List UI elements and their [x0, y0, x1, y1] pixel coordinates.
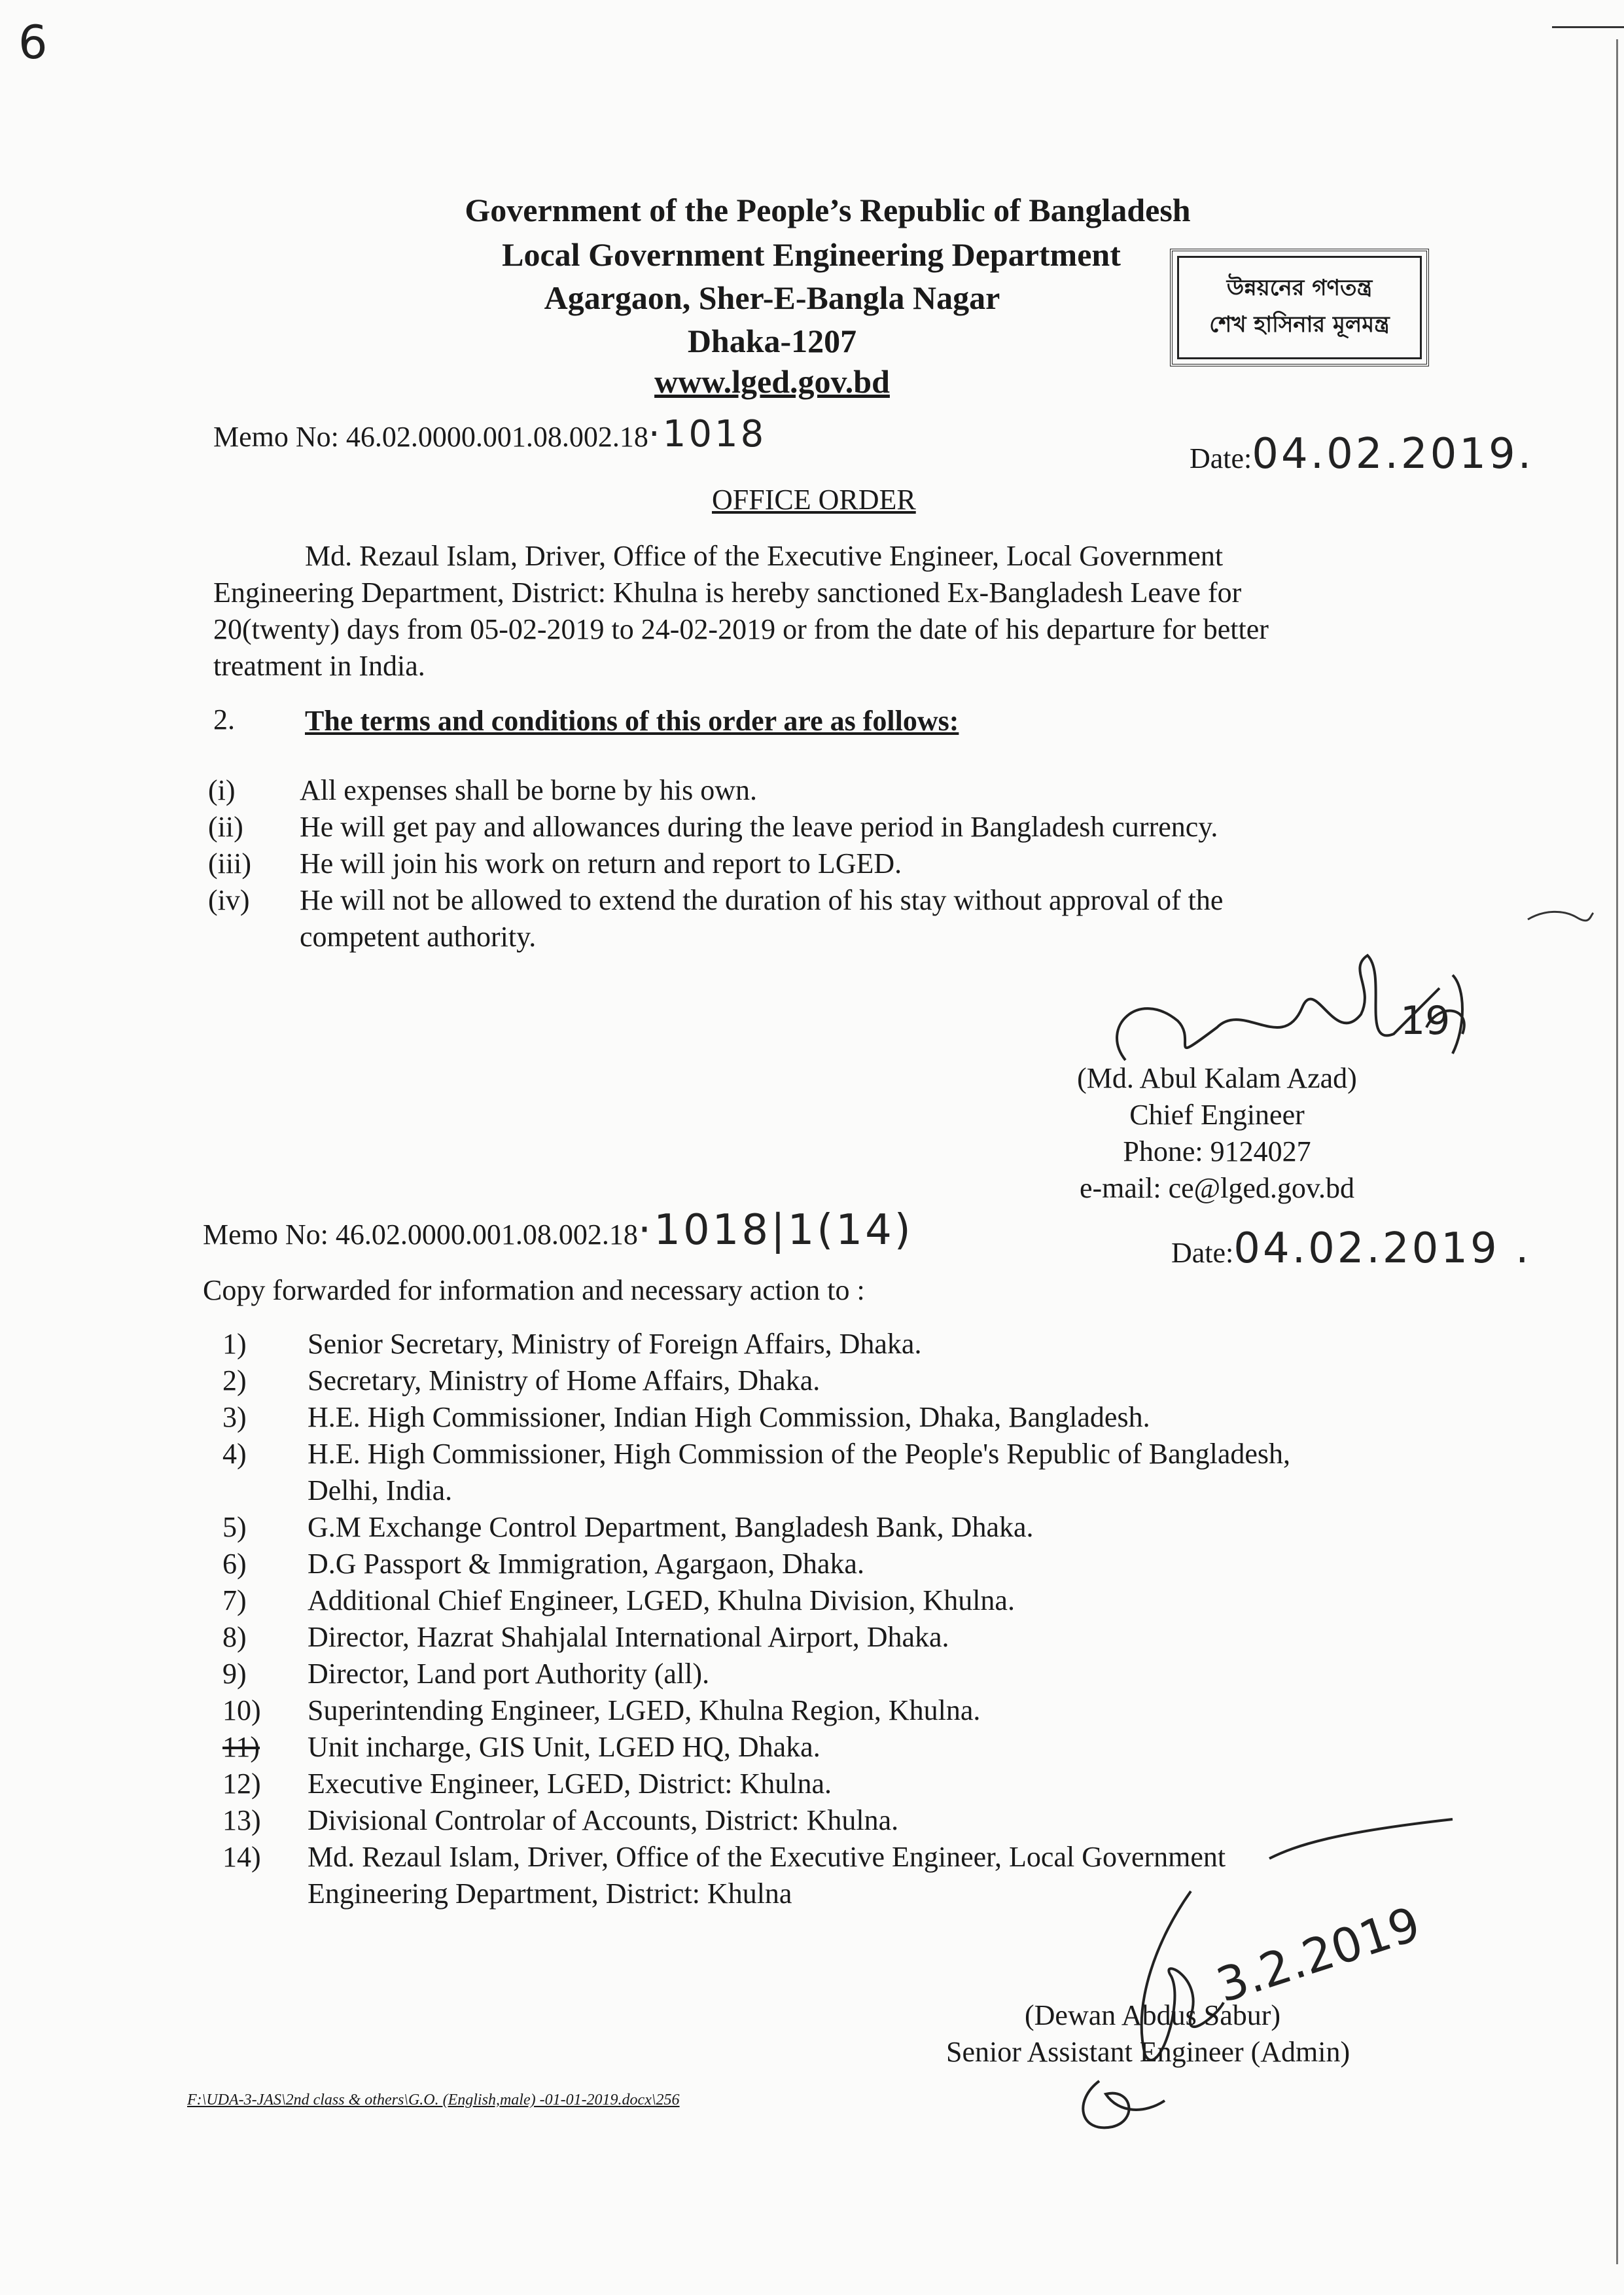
signatory-2-designation: Senior Assistant Engineer (Admin) — [946, 2036, 1350, 2068]
section-number: 2. — [213, 703, 235, 736]
list-item: (iv) He will not be allowed to extend the duration of his stay without approval of the — [208, 884, 1224, 916]
list-item: 9) Director, Land port Authority (all). — [222, 1658, 710, 1690]
copy-memo-handwritten-date: 04.02.2019 . — [1233, 1224, 1532, 1273]
copy-memo-number: Memo No: 46.02.0000.001.08.002.18·1018|1(14) — [203, 1206, 913, 1254]
signatory-1-name: (Md. Abul Kalam Azad) — [1077, 1062, 1357, 1094]
margin-note: 6 — [18, 16, 50, 69]
list-item: (ii) He will get pay and allowances during the leave period in Bangladesh currency. — [208, 811, 1218, 843]
document-title: OFFICE ORDER — [712, 484, 916, 516]
list-item: Delhi, India. — [308, 1474, 453, 1506]
memo-handwritten-number: ·1018 — [648, 413, 767, 455]
copy-intro: Copy forwarded for information and necessary action to : — [203, 1274, 865, 1306]
header-department: Local Government Engineering Department — [502, 236, 1121, 273]
svg-text:19: 19 — [1400, 998, 1451, 1044]
stamp-line-2: শেখ হাসিনার মূলমন্ত্র — [1209, 311, 1390, 338]
order-line: 20(twenty) days from 05-02-2019 to 24-02-2019 or from the date of his departure for better — [213, 613, 1269, 645]
list-item: 3) H.E. High Commissioner, Indian High Commission, Dhaka, Bangladesh. — [222, 1401, 1150, 1433]
signatory-1-designation: Chief Engineer — [1129, 1099, 1305, 1131]
signatory-1-block — [1021, 1060, 1413, 1207]
section-heading: The terms and conditions of this order are as follows: — [305, 705, 959, 737]
list-item: 12) Executive Engineer, LGED, District: Khulna. — [222, 1768, 832, 1800]
signature-date: 3.2.2019 — [1210, 1896, 1427, 2014]
footer-file-path: F:\UDA-3-JAS\2nd class & others\G.O. (English,male) -01-01-2019.docx\256 — [187, 2091, 680, 2108]
list-item: 1) Senior Secretary, Ministry of Foreign Affairs, Dhaka. — [222, 1328, 922, 1360]
signatory-2-name: (Dewan Abdus Sabur) — [1025, 1999, 1281, 2031]
stamp-line-1: উন্নয়নের গণতন্ত্র — [1226, 275, 1373, 301]
list-item: 7) Additional Chief Engineer, LGED, Khulna Division, Khulna. — [222, 1584, 1015, 1616]
list-item: 11) Unit incharge, GIS Unit, LGED HQ, Dhaka. — [222, 1731, 821, 1763]
list-item: competent authority. — [300, 921, 537, 953]
memo-date: Date:04.02.2019. — [1190, 430, 1534, 478]
list-item: (iii) He will join his work on return and report to LGED. — [208, 847, 902, 880]
list-item: Engineering Department, District: Khulna — [308, 1877, 792, 1910]
page-edge — [1616, 39, 1618, 2264]
order-line: Engineering Department, District: Khulna is hereby sanctioned Ex-Bangladesh Leave for — [213, 577, 1242, 609]
list-item: (i) All expenses shall be borne by his own. — [208, 774, 757, 806]
list-item: 2) Secretary, Ministry of Home Affairs, Dhaka. — [222, 1364, 821, 1397]
header-city: Dhaka-1207 — [687, 323, 857, 359]
list-item: 6) D.G Passport & Immigration, Agargaon, Dhaka. — [222, 1548, 864, 1580]
memo-number: Memo No: 46.02.0000.001.08.002.18·1018 — [213, 413, 767, 455]
slogan-stamp — [1170, 249, 1429, 366]
list-item: 10) Superintending Engineer, LGED, Khulna Region, Khulna. — [222, 1694, 981, 1726]
margin-tick-mark — [1525, 903, 1597, 929]
senior-assistant-engineer-signature — [1060, 1806, 1466, 2146]
order-line: Md. Rezaul Islam, Driver, Office of the Executive Engineer, Local Government — [305, 540, 1224, 572]
signatory-1-phone: Phone: 9124027 — [1123, 1135, 1311, 1167]
header-website: www.lged.gov.bd — [654, 363, 890, 400]
list-item: 4) H.E. High Commissioner, High Commission of the People's Republic of Bangladesh, — [222, 1438, 1291, 1470]
order-line: treatment in India. — [213, 650, 425, 682]
signatory-1-email: e-mail: ce@lged.gov.bd — [1079, 1172, 1355, 1204]
order-paragraph — [213, 538, 1443, 685]
list-item: 5) G.M Exchange Control Department, Bangladesh Bank, Dhaka. — [222, 1511, 1034, 1543]
memo-handwritten-date: 04.02.2019. — [1252, 430, 1534, 478]
copy-memo-date: Date:04.02.2019 . — [1171, 1224, 1532, 1273]
list-item: 8) Director, Hazrat Shahjalal International Airport, Dhaka. — [222, 1621, 949, 1653]
copy-memo-handwritten: ·1018|1(14) — [637, 1206, 913, 1254]
list-item: 14) Md. Rezaul Islam, Driver, Office of the Executive Engineer, Local Government — [222, 1841, 1226, 1873]
header-address: Agargaon, Sher-E-Bangla Nagar — [544, 279, 1000, 316]
header-government: Government of the People’s Republic of Bangladesh — [465, 192, 1191, 228]
list-item: 13) Divisional Controlar of Accounts, District: Khulna. — [222, 1804, 899, 1836]
corner-mark — [1552, 26, 1624, 28]
terms-list — [208, 772, 1451, 955]
